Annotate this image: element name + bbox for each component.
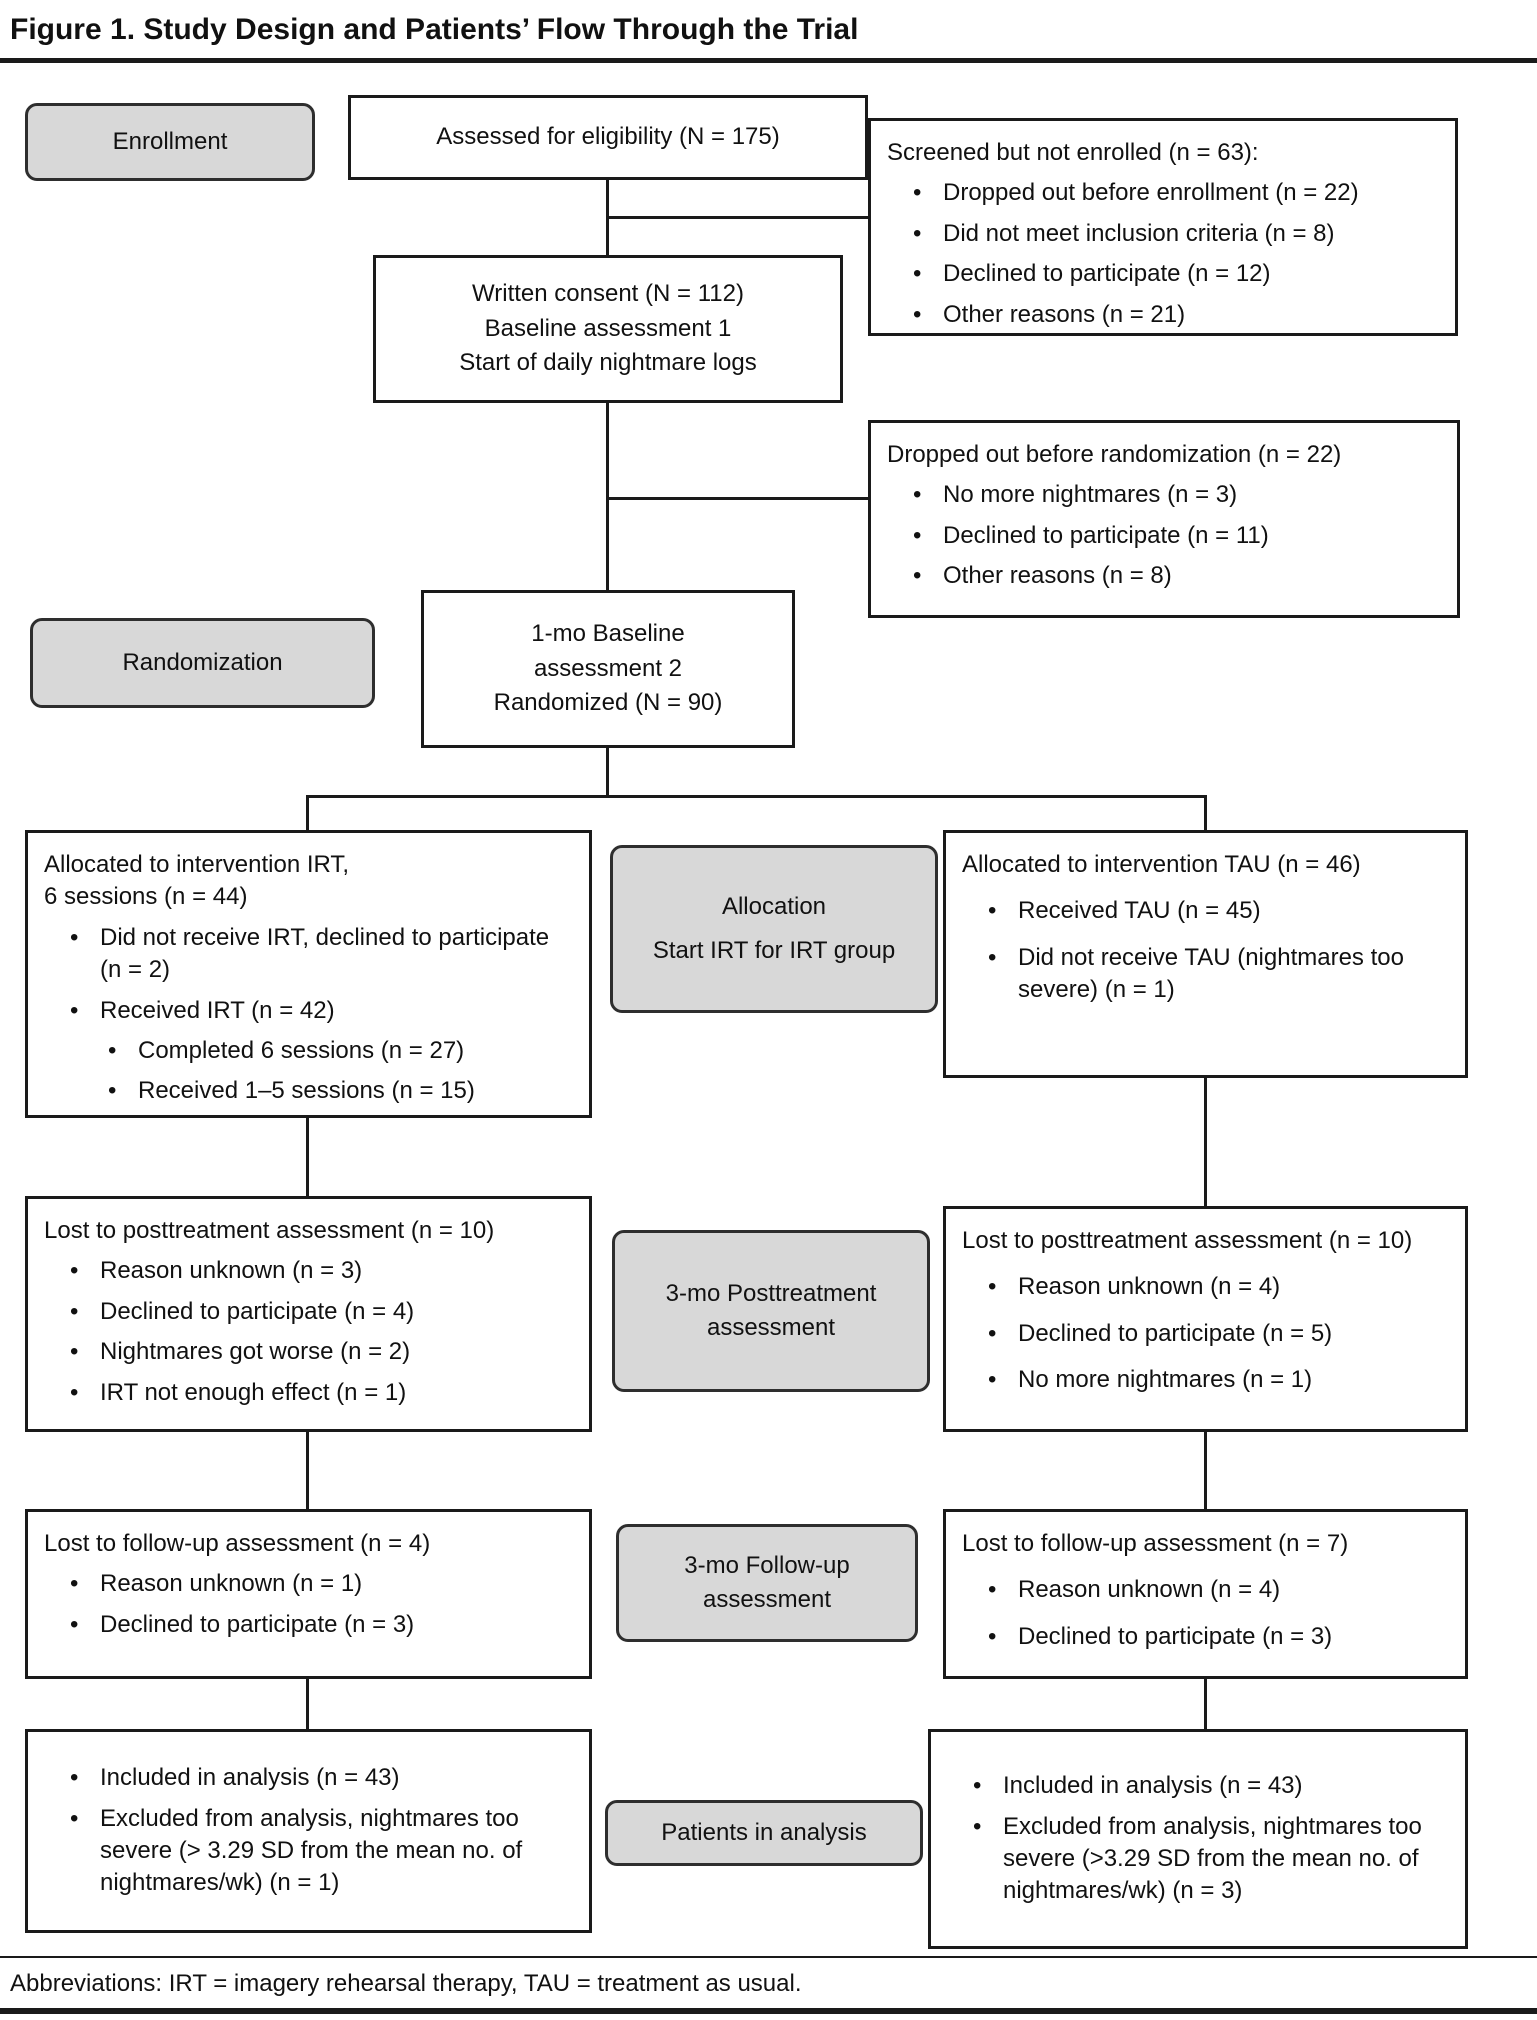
irt-followup-heading: Lost to follow-up assessment (n = 4) (44, 1530, 431, 1557)
bullet-item (988, 1621, 1449, 1653)
bullet-marker: • (913, 179, 922, 207)
stage-followup-label: 3-mo Follow-up assessment (684, 1552, 850, 1613)
bullet-marker: • (973, 1812, 982, 1840)
bullet-item (913, 299, 1439, 331)
bullet-marker: • (70, 1610, 79, 1638)
connector-split-to-tau (1204, 795, 1207, 832)
bullet-text: Did not meet inclusion criteria (n = 8) (943, 219, 1335, 247)
bullet-text: Declined to participate (n = 5) (1018, 1319, 1333, 1347)
bullet-text: Declined to participate (n = 3) (1018, 1622, 1333, 1650)
bullet-text: Reason unknown (n = 1) (100, 1570, 363, 1598)
bullet-item (913, 258, 1439, 290)
bullet-text: Other reasons (n = 8) (943, 562, 1172, 590)
bullet-item (988, 1318, 1449, 1350)
bullet-text: Declined to participate (n = 3) (100, 1610, 415, 1638)
connector-split-to-irt (306, 795, 309, 832)
connector-irt-alloc-to-posttreatment (306, 1116, 309, 1198)
bullet-marker: • (70, 1378, 79, 1406)
bullet-item (913, 479, 1441, 511)
bullet-marker: • (988, 1319, 997, 1347)
bullet-text: Excluded from analysis, nightmares too severe (> 3.29 SD from the mean no. of nightmares/wk) (n = 1) (100, 1804, 523, 1897)
bullet-marker: • (913, 481, 922, 509)
bullet-item (988, 942, 1449, 1007)
bullet-text: Excluded from analysis, nightmares too severe (>3.29 SD from the mean no. of nightmares/wk) (n = 3) (1003, 1812, 1422, 1905)
bullet-marker: • (988, 1273, 997, 1301)
irt-posttreatment-heading: Lost to posttreatment assessment (n = 10) (44, 1217, 495, 1244)
consent-line-3: Start of daily nightmare logs (459, 349, 757, 377)
bullet-marker: • (108, 1077, 117, 1105)
sub-bullet-item (108, 1075, 573, 1107)
dropout-heading: Dropped out before randomization (n = 22) (887, 441, 1342, 468)
bullet-marker: • (70, 1338, 79, 1366)
bullet-item (973, 1770, 1449, 1802)
box-dropout-before-randomization (868, 420, 1460, 618)
bullet-item (988, 895, 1449, 927)
stage-followup (616, 1524, 918, 1642)
stage-enrollment-label: Enrollment (112, 128, 228, 156)
tau-posttreatment-heading: Lost to posttreatment assessment (n = 10) (962, 1227, 1413, 1254)
stage-allocation-sublabel: Start IRT for IRT group (652, 937, 896, 964)
bullet-marker: • (108, 1036, 117, 1064)
randomized-line-3: Randomized (N = 90) (493, 689, 723, 717)
bullet-item (988, 1271, 1449, 1303)
bullet-text: Included in analysis (n = 43) (100, 1764, 400, 1792)
connector-irt-posttreatment-to-followup (306, 1430, 309, 1511)
stage-patients-in-analysis (605, 1800, 923, 1866)
bullet-marker: • (913, 219, 922, 247)
stage-allocation-label: Allocation (721, 893, 827, 921)
stage-randomization (30, 618, 375, 708)
bullet-marker: • (70, 923, 79, 951)
bullet-marker: • (70, 1804, 79, 1832)
box-screened-not-enrolled (868, 118, 1458, 336)
bullet-item (70, 1255, 573, 1287)
connector-dropout-branch (606, 497, 868, 500)
bullet-marker: • (913, 300, 922, 328)
box-irt-allocation (25, 830, 592, 1118)
bullet-text: Declined to participate (n = 11) (943, 521, 1269, 549)
bullet-text: Received TAU (n = 45) (1018, 897, 1261, 925)
abbreviations-note: Abbreviations: IRT = imagery rehearsal therapy, TAU = treatment as usual. (10, 1970, 802, 1997)
connector-tau-followup-to-analysis (1204, 1677, 1207, 1731)
bullet-item (70, 1336, 573, 1368)
randomized-line-1: 1-mo Baseline (531, 619, 685, 647)
bullet-marker: • (70, 1570, 79, 1598)
bullet-text: Reason unknown (n = 4) (1018, 1576, 1281, 1604)
sub-bullet-item (108, 1035, 573, 1067)
bullet-item (70, 922, 573, 987)
bullet-marker: • (973, 1772, 982, 1800)
box-irt-posttreatment-lost (25, 1196, 592, 1432)
bullet-item (913, 560, 1441, 592)
bullet-item (988, 1574, 1449, 1606)
assessed-text: Assessed for eligibility (N = 175) (436, 123, 780, 151)
screened-heading: Screened but not enrolled (n = 63): (887, 139, 1259, 166)
randomized-line-2: assessment 2 (533, 654, 683, 682)
connector-baseline-to-split (606, 746, 609, 798)
bullet-item (70, 1803, 573, 1900)
bullet-marker: • (70, 1257, 79, 1285)
bullet-item (70, 1762, 573, 1794)
bullet-text: Did not receive IRT, declined to participate (n = 2) (100, 923, 550, 984)
bullet-marker: • (70, 1764, 79, 1792)
box-tau-followup-lost (943, 1509, 1468, 1679)
box-irt-followup-lost (25, 1509, 592, 1679)
bullet-text: Received 1–5 sessions (n = 15) (138, 1077, 475, 1105)
bullet-marker: • (70, 1297, 79, 1325)
box-tau-posttreatment-lost (943, 1206, 1468, 1432)
bullet-text: No more nightmares (n = 3) (943, 481, 1238, 509)
stage-allocation (610, 845, 938, 1013)
bullet-text: Did not receive TAU (nightmares too severe) (n = 1) (1018, 943, 1404, 1004)
box-written-consent (373, 255, 843, 403)
bullet-marker: • (913, 260, 922, 288)
bullet-text: Declined to participate (n = 4) (100, 1297, 415, 1325)
bullet-item (913, 218, 1439, 250)
connector-irt-followup-to-analysis (306, 1677, 309, 1731)
stage-posttreatment-label: 3-mo Posttreatment assessment (665, 1280, 877, 1341)
bullet-text: No more nightmares (n = 1) (1018, 1366, 1313, 1394)
bullet-item (988, 1364, 1449, 1396)
consent-line-1: Written consent (N = 112) (472, 279, 744, 307)
connector-assessed-to-consent (606, 180, 609, 258)
consent-line-2: Baseline assessment 1 (484, 314, 732, 342)
box-irt-analysis (25, 1729, 592, 1933)
box-assessed-for-eligibility (348, 95, 868, 180)
bullet-marker: • (988, 1576, 997, 1604)
footer-divider-thick (0, 2008, 1537, 2014)
stage-randomization-label: Randomization (122, 649, 283, 677)
bullet-text: Dropped out before enrollment (n = 22) (943, 179, 1359, 207)
bullet-marker: • (913, 562, 922, 590)
box-tau-analysis (928, 1729, 1468, 1949)
bullet-marker: • (988, 943, 997, 971)
irt-allocation-heading-line-1: Allocated to intervention IRT, (44, 851, 350, 878)
bullet-text: IRT not enough effect (n = 1) (100, 1378, 407, 1406)
bullet-item (913, 520, 1441, 552)
bullet-text: Received IRT (n = 42) (100, 996, 335, 1024)
bullet-marker: • (913, 521, 922, 549)
bullet-marker: • (70, 996, 79, 1024)
bullet-text: Other reasons (n = 21) (943, 300, 1186, 328)
box-randomized (421, 590, 795, 748)
bullet-item (913, 177, 1439, 209)
figure-title: Figure 1. Study Design and Patients’ Flow Through the Trial (10, 13, 859, 46)
connector-split-bar (306, 795, 1207, 798)
stage-enrollment (25, 103, 315, 181)
footer-divider-thin (0, 1956, 1537, 1958)
bullet-text: Nightmares got worse (n = 2) (100, 1338, 411, 1366)
connector-tau-posttreatment-to-followup (1204, 1430, 1207, 1511)
bullet-text: Reason unknown (n = 4) (1018, 1273, 1281, 1301)
bullet-marker: • (988, 897, 997, 925)
bullet-text: Completed 6 sessions (n = 27) (138, 1036, 465, 1064)
stage-posttreatment (612, 1230, 930, 1392)
irt-allocation-heading-line-2: 6 sessions (n = 44) (44, 883, 248, 911)
bullet-item (70, 1296, 573, 1328)
stage-patients-in-analysis-label: Patients in analysis (661, 1819, 867, 1847)
connector-tau-alloc-to-posttreatment (1204, 1076, 1207, 1208)
title-divider (0, 58, 1537, 63)
bullet-item (70, 1377, 573, 1409)
bullet-marker: • (988, 1366, 997, 1394)
bullet-item (70, 1609, 573, 1641)
bullet-item (973, 1811, 1449, 1908)
box-tau-allocation (943, 830, 1468, 1078)
bullet-item (70, 995, 573, 1027)
bullet-text: Included in analysis (n = 43) (1003, 1772, 1303, 1800)
bullet-text: Declined to participate (n = 12) (943, 260, 1271, 288)
connector-screened-branch (606, 216, 868, 219)
bullet-text: Reason unknown (n = 3) (100, 1257, 363, 1285)
bullet-marker: • (988, 1622, 997, 1650)
bullet-item (70, 1568, 573, 1600)
tau-followup-heading: Lost to follow-up assessment (n = 7) (962, 1530, 1349, 1557)
tau-allocation-heading: Allocated to intervention TAU (n = 46) (962, 851, 1361, 878)
